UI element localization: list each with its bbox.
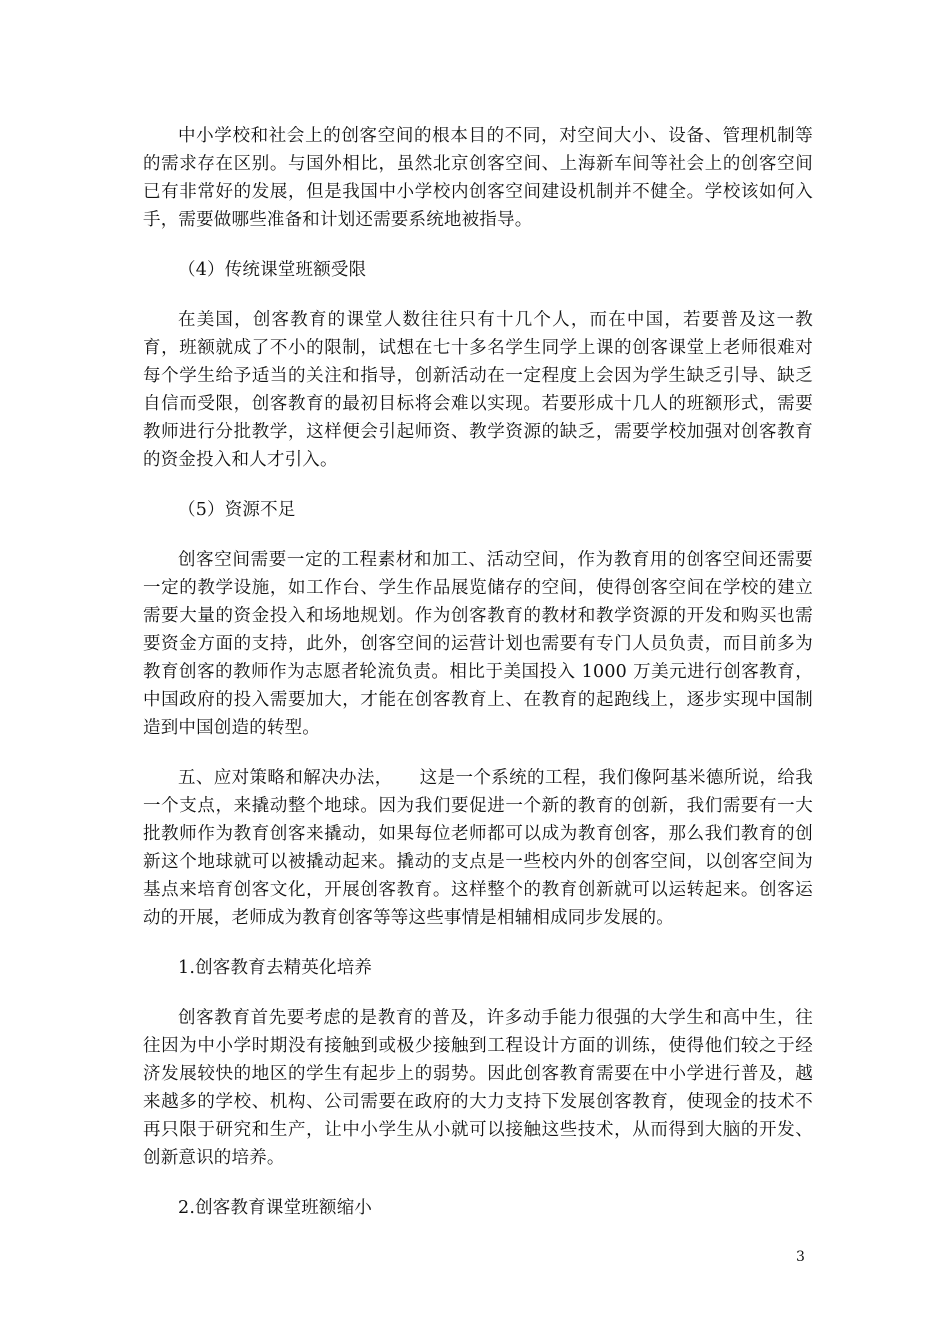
- paragraph-gap: [143, 742, 813, 764]
- paragraph-popularization: 创客教育首先要考虑的是教育的普及，许多动手能力很强的大学生和高中生，往往因为中小学时期没有接触到或极少接触到工程设计方面的训练，使得他们较之于经济发展较快的地区的学生有起步上的弱势。因此创客教育需要在中小学进行普及，越来越多的学校、机构、公司需要在政府的大力支持下发展创客教育，使现金的技术不再只限于研究和生产，让中小学生从小就可以接触这些技术，从而得到大脑的开发、创新意识的培养。: [143, 1008, 813, 1168]
- document-body: [143, 122, 813, 1222]
- paragraph-gap: [143, 284, 813, 306]
- section-heading-smaller-classes: 2.创客教育课堂班额缩小: [178, 1198, 373, 1218]
- paragraph-gap: [143, 982, 813, 1004]
- paragraph-gap: [143, 1172, 813, 1194]
- paragraph-strategies: 五、应对策略和解决办法， 这是一个系统的工程，我们像阿基米德所说，给我一个支点，来撬动整个地球。因为我们要促进一个新的教育的创新，我们需要有一大批教师作为教育创客来撬动，如果每位老师都可以成为教育创客，那么我们教育的创新这个地球就可以被撬动起来。撬动的支点是一些校内外的创客空间，以创客空间为基点来培育创客文化，开展创客教育。这样整个的教育创新就可以运转起来。创客运动的开展，老师成为教育创客等等这些事情是相辅相成同步发展的。: [143, 768, 813, 928]
- paragraph-gap: [143, 234, 813, 256]
- paragraph-gap: [143, 932, 813, 954]
- paragraph-class-size: 在美国，创客教育的课堂人数往往只有十几个人，而在中国，若要普及这一教育，班额就成了不小的限制，试想在七十多名学生同学上课的创客课堂上老师很难对每个学生给予适当的关注和指导，创新活动在一定程度上会因为学生缺乏引导、缺乏自信而受限，创客教育的最初目标将会难以实现。若要形成十几人的班额形式，需要教师进行分批教学，这样便会引起师资、教学资源的缺乏，需要学校加强对创客教育的资金投入和人才引入。: [143, 310, 813, 470]
- section-heading-de-elitism: 1.创客教育去精英化培养: [178, 958, 373, 978]
- paragraph-gap: [143, 474, 813, 496]
- section-heading-resources: （5）资源不足: [178, 500, 296, 520]
- paragraph-space-differences: 中小学校和社会上的创客空间的根本目的不同，对空间大小、设备、管理机制等的需求存在区别。与国外相比，虽然北京创客空间、上海新车间等社会上的创客空间已有非常好的发展，但是我国中小学校内创客空间建设机制并不健全。学校该如何入手，需要做哪些准备和计划还需要系统地被指导。: [143, 126, 813, 230]
- paragraph-resources: 创客空间需要一定的工程素材和加工、活动空间，作为教育用的创客空间还需要一定的教学设施，如工作台、学生作品展览储存的空间，使得创客空间在学校的建立需要大量的资金投入和场地规划。作为创客教育的教材和教学资源的开发和购买也需要资金方面的支持，此外，创客空间的运营计划也需要有专门人员负责，而目前多为教育创客的教师作为志愿者轮流负责。相比于美国投入 1000 万美元进行创客教育，中国政府的投入需要加大，才能在创客教育上、在教育的起跑线上，逐步实现中国制造到中国创造的转型。: [143, 550, 813, 738]
- section-heading-class-size: （4）传统课堂班额受限: [178, 260, 367, 280]
- page-number: 3: [796, 1249, 805, 1265]
- paragraph-gap: [143, 524, 813, 546]
